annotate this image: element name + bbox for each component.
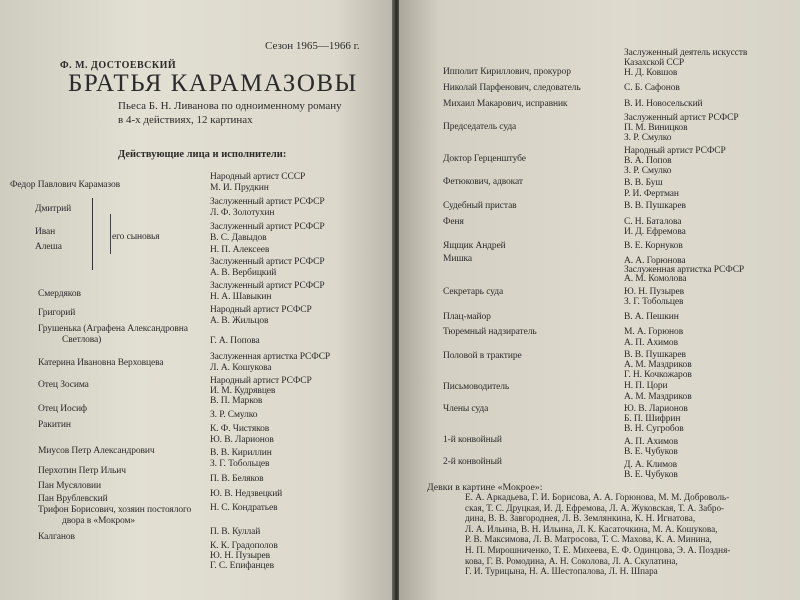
left-cast-line: З. Г. Тобольцев [210,459,270,469]
right-cast-line: Члены суда [443,404,489,414]
author-name: Ф. М. ДОСТОЕВСКИЙ [60,60,177,71]
extras-line: Р. В. Максимова, Л. В. Матросова, Т. С. Махова, К. А. Минина, [465,534,712,545]
right-cast-line: Народный артист РСФСР [624,146,726,156]
left-cast-line: Пан Мусяловии [38,481,101,491]
right-cast-line: В. И. Новосельский [624,99,703,109]
left-cast-line: Алеша [35,242,62,252]
left-cast-line: двора в «Мокром» [62,516,136,526]
extras-line: Н. П. Мирошниченко, Т. Е. Михеева, Е. Ф. Одинцова, Э. А. Поздня- [465,544,731,555]
left-cast-line: Григорий [38,308,76,318]
right-cast-line: Заслуженный артист РСФСР [624,113,739,123]
left-cast-line: Пан Врублевский [38,494,108,504]
right-cast-line: В. Е. Чубуков [624,447,678,457]
left-cast-line: Миусов Петр Александрович [38,446,155,456]
left-cast-line: Н. С. Кондратьев [210,503,278,513]
extras-line: дина, В. В. Завгороднея, Л. В. Землянкина, К. Н. Игнатова, [465,513,696,524]
right-cast-line: П. М. Виницков [624,123,688,133]
right-cast-line: М. А. Горюнов [624,327,684,337]
left-cast-line: И. М. Кудрявцев [210,386,276,396]
play-subtitle-2: в 4-х действиях, 12 картинах [118,114,253,126]
right-cast-line: В. Е. Чубуков [624,470,678,480]
cast-heading: Действующие лица и исполнители: [118,149,287,160]
left-cast-line: Грушенька (Аграфена Александровна [38,324,188,334]
right-cast-line: А. П. Ахимов [624,437,678,447]
left-cast-line: А. В. Жильцов [210,316,269,326]
left-cast-line: Народный артист СССР [210,172,306,182]
right-cast-line: А. М. Маздриков [624,360,692,370]
left-cast-line: Заслуженная артистка РСФСР [210,352,331,362]
extras-line: кова, Г. В. Ромодина, А. Н. Соколова, Л. А. Скулатина, [465,555,678,566]
extras-line: ская, Т. С. Друцкая, И. Д. Ефремова, Л. А. Жуковская, Т. А. Забро- [465,502,725,513]
left-cast-line: А. В. Вербицкий [210,268,277,278]
right-cast-line: А. П. Ахимов [624,338,678,348]
right-cast-line: Б. П. Шифрин [624,414,681,424]
right-cast-line: Председатель суда [443,122,517,132]
left-cast-line: Л. Ф. Золотухин [210,208,275,218]
left-cast-line: Отец Иосиф [38,404,87,414]
left-cast-line: Катерина Ивановна Верховцева [38,358,164,368]
left-cast-line: М. И. Прудкин [210,183,269,193]
extras-list [465,492,775,577]
left-cast-line: Федор Павлович Карамазов [10,180,121,190]
left-cast-line: Светлова) [62,335,102,345]
right-cast-line: Ипполит Кириллович, прокурор [443,67,571,77]
left-cast-line: В. В. Кириллин [210,448,272,458]
right-cast-line: Половой в трактире [443,351,522,361]
right-cast-line: С. Б. Сафонов [624,83,680,93]
left-cast-line: Дмитрий [35,204,72,214]
right-cast-line: С. Н. Баталова [624,217,682,227]
season-label: Сезон 1965—1966 г. [265,40,360,52]
right-cast-line: Казахской ССР [624,58,685,68]
right-cast-line: В. В. Пушкарев [624,201,686,211]
right-cast-line: Н. Д. Ковшов [624,68,678,78]
left-cast-line: П. В. Куллай [210,527,261,537]
left-cast-line: Ракитин [38,420,71,430]
brothers-brace-inner [108,214,111,254]
right-cast-line: 1-й конвойный [443,435,502,445]
right-cast-line: Плац-майор [443,312,491,322]
extras-line: Е. А. Аркадьева, Г. И. Борисова, А. А. Горюнова, М. М. Доброволь- [465,492,730,502]
right-cast-line: Судебный пристав [443,201,517,211]
left-cast-line: В. П. Марков [210,396,263,406]
right-cast-line: И. Д. Ефремова [624,227,686,237]
right-cast-line: З. Г. Тобольцев [624,297,684,307]
left-cast-line: Народный артист РСФСР [210,376,312,386]
right-cast-line: З. Р. Смулко [624,166,672,176]
left-page [0,0,394,600]
left-cast-line: Перхотин Петр Ильич [38,466,126,476]
left-cast-line: Г. А. Попова [210,336,260,346]
left-cast-line: Н. П. Алексеев [210,245,270,255]
left-cast-line: Отец Зосима [38,380,89,390]
left-cast-line: П. В. Беляков [210,474,264,484]
left-cast-line: Н. А. Шавыкин [210,292,272,302]
left-cast-line: Заслуженный артист РСФСР [210,197,325,207]
right-cast-line: Тюремный надзиратель [443,327,537,337]
left-cast-line: Калганов [38,532,75,542]
right-cast-line: Д. А. Климов [624,460,678,470]
right-cast-line: 2-й конвойный [443,457,502,467]
right-cast-line: Ю. В. Ларионов [624,404,688,414]
left-cast-line: Л. А. Кошукова [210,363,272,373]
right-cast-line: Мишка [443,254,473,264]
right-cast-line: Заслуженная артистка РСФСР [624,265,745,275]
extras-heading: Девки в картине «Мокрое»: [427,482,543,493]
left-cast-line: его сыновья [112,232,160,242]
left-cast-line: В. С. Давыдов [210,233,267,243]
right-cast-line: З. Р. Смулко [624,133,672,143]
left-cast-line: К. Ф. Чистяков [210,424,270,434]
right-cast-line: Г. Н. Кочкожаров [624,370,692,380]
right-cast-line: Николай Парфенович, следователь [443,83,581,93]
left-cast-line: Иван [35,227,56,237]
left-cast-line: Ю. Н. Пузырев [210,551,271,561]
right-cast-line: Р. И. Фертман [624,189,679,199]
brothers-brace-outer [92,198,93,270]
right-cast-line: Н. П. Цори [624,381,668,391]
left-cast-line: Смердяков [38,289,81,299]
right-cast-line: Михаил Макарович, исправник [443,99,568,109]
play-subtitle-1: Пьеса Б. Н. Ливанова по одноименному роману [118,100,342,112]
right-cast-line: А. М. Маздриков [624,392,692,402]
right-cast-line: В. Е. Корнуков [624,241,683,251]
left-cast-line: Заслуженный артист РСФСР [210,281,325,291]
left-cast-line: Ю. В. Ларионов [210,435,274,445]
right-cast-line: В. А. Попов [624,156,672,166]
left-cast-line: Ю. В. Недзвецкий [210,489,283,499]
right-cast-line: А. А. Горюнова [624,256,686,266]
play-title: БРАТЬЯ КАРАМАЗОВЫ [68,70,358,97]
left-cast-line: Трифон Борисович, хозяин постоялого [38,505,192,515]
right-cast-line: Фетюкович, адвокат [443,177,523,187]
left-cast-line: Заслуженный артист РСФСР [210,222,325,232]
right-cast-line: Доктор Герценштубе [443,154,526,164]
left-cast-line: Г. С. Епифанцев [210,561,274,571]
left-cast-line: З. Р. Смулко [210,410,258,420]
right-cast-line: Феня [443,217,464,227]
left-cast-line: К. К. Градополов [210,541,278,551]
left-cast-line: Заслуженный артист РСФСР [210,257,325,267]
right-cast-line: В. А. Пешкин [624,312,679,322]
right-cast-line: Заслуженный деятель искусств [624,48,748,58]
extras-line: Г. И. Турицына, Н. А. Шестопалова, Л. Н. Шпара [465,566,658,577]
right-cast-line: А. М. Комолова [624,274,687,284]
right-cast-line: Секретарь суда [443,287,504,297]
right-cast-line: В. В. Буш [624,178,663,188]
right-cast-line: В. Н. Сугробов [624,424,684,434]
extras-line: Л. А. Ильина, В. Н. Ильина, Л. К. Касаточкина, М. А. Кошукова, [465,523,718,534]
right-cast-line: В. В. Пушкарев [624,350,686,360]
right-cast-line: Письмоводитель [443,382,510,392]
right-cast-line: Ю. Н. Пузырев [624,287,685,297]
right-page [399,0,800,600]
right-cast-line: Ящщик Андрей [443,241,506,251]
left-cast-line: Народный артист РСФСР [210,305,312,315]
